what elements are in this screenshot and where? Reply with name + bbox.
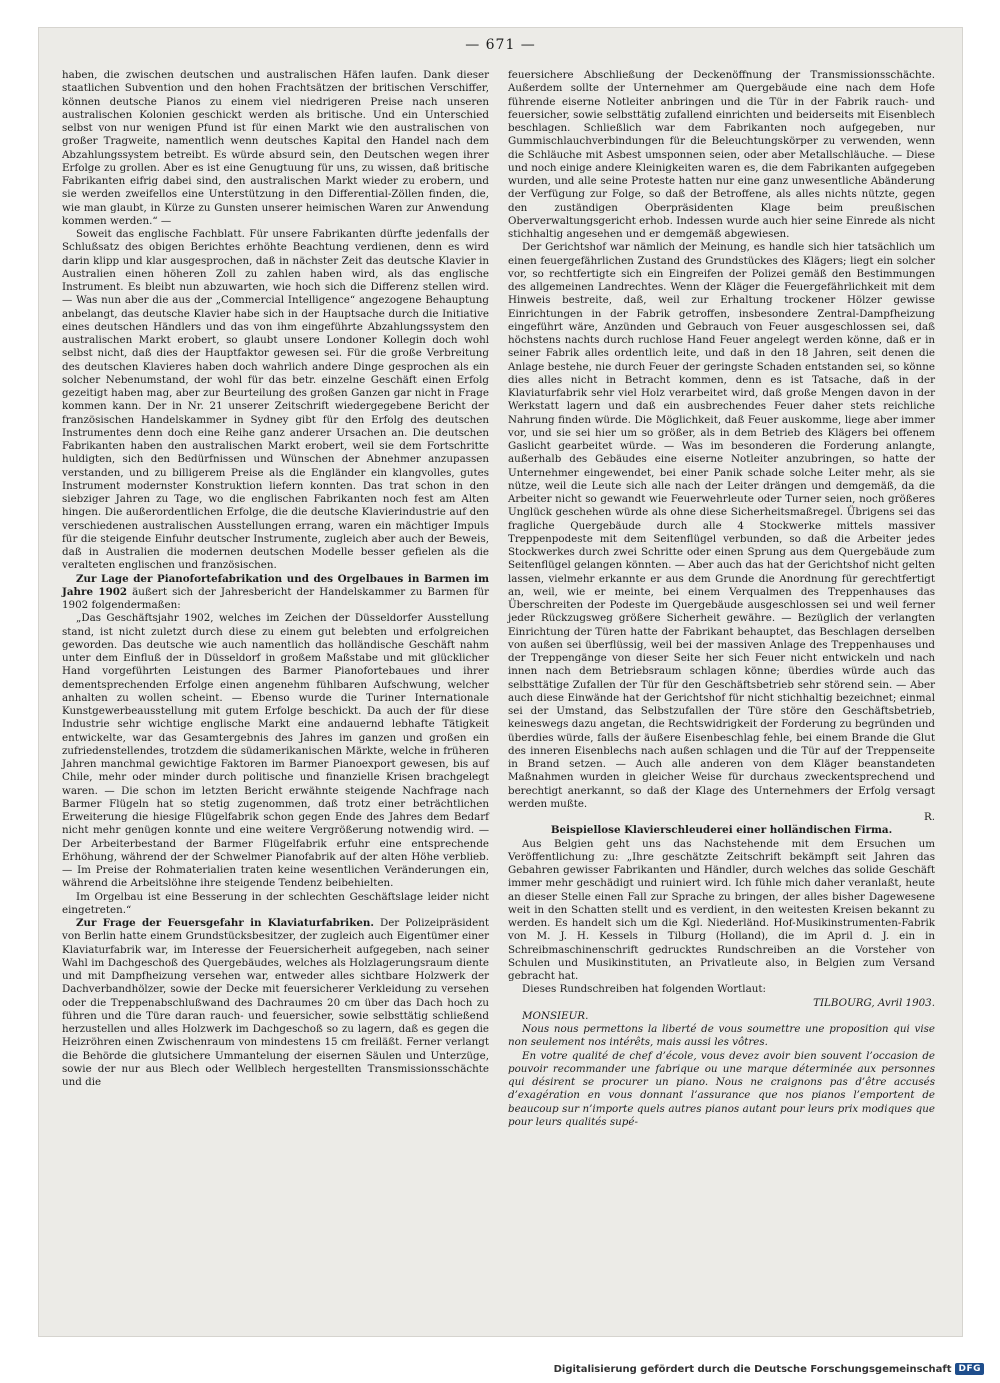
paragraph: Im Orgelbau ist eine Besserung in der schlechten Geschäftslage leider nicht eingetreten.“ [62, 890, 489, 916]
funding-footer [554, 1363, 984, 1375]
heading-text: Zur Lage der Pianofortefabrikation und des Orgelbaues in Barmen im Jahre 1902 [62, 572, 489, 598]
paragraph: Dieses Rundschreiben hat folgenden Wortlaut: [522, 983, 766, 996]
article-heading-klavierschleuderei: Beispiellose Klavierschleuderei einer holländischen Firma. [550, 824, 893, 837]
right-column [508, 69, 935, 1129]
left-column [62, 69, 489, 1089]
newspaper-page [38, 27, 963, 1337]
article-heading-barmen [62, 573, 489, 613]
heading-text: Zur Frage der Feuersgefahr in Klaviaturfabriken. [76, 917, 374, 929]
article-heading-feuersgefahr [62, 917, 489, 1089]
author-signature: R. [923, 811, 935, 823]
letter-date: TILBOURG, Avril 1903. [813, 996, 935, 1009]
paragraph: Aus Belgien geht uns das Nachstehende mit dem Ersuchen um Veröffentlichung zu: „Ihre geschätzte Zeitschrift bekämpft seit Jahren das Gebahren gewisser Fabrikanten und Händler, durch welches das solide Geschäft immer mehr geschädigt und ruiniert wird. Ich fühle mich daher veranlaßt, heute an dieser Stelle einen Fall zur Sprache zu bringen, der alles bisher Dagewesene weit in den Schatten stellt und es verdient, in den weitesten Kreisen bekannt zu werden. Es handelt sich um die Kgl. Niederländ. Hof-Musikinstrumenten-Fabrik von M. J. H. Kessels in Tilburg (Holland), die im April d. J. ein in Schreibmaschinenschrift gedrucktes Rundschreiben an die Vorsteher von Schulen und Musikinstituten, an Privatleute also, in Belgien zum Versand gebracht hat. [508, 837, 935, 982]
paragraph: haben, die zwischen deutschen und australischen Häfen laufen. Dank dieser staatlichen Subvention und den hohen Frachtsätzen der britischen Verschiffer, können deutsche Pianos zu einem viel niedrigeren Preise nach unseren australischen Kolonien geschickt werden als britische. Und ein Unterschied selbst von nur wenigen Pfund ist für einen Markt wie den australischen von großer Tragweite, namentlich wenn deutsches Kapital den Handel nach dem Abzahlungssystem betreibt. Es würde absurd sein, den Deutschen wegen ihrer Erfolge zu grollen. Aber es ist eine Genugtuung für uns, zu wissen, daß britische Fabrikanten eifrig dabei sind, den australischen Markt wieder zu erobern, und sie werden zweifellos eine Unterstützung in den Differential-Zöllen finden, die, wie man glaubt, in Kürze zu Gunsten unserer heimischen Waren zur Anwendung kommen werden.“ — [62, 69, 489, 227]
paragraph: feuersichere Abschließung der Deckenöffnung der Transmissionsschächte. Außerdem sollte der Unternehmer am Quergebäude eine nach dem Hofe führende eiserne Notleiter anbringen und die Tür in der Fabrik rauch- und feuersicher, sowie selbsttätig zufallend einrichten und beiderseits mit Eisenblech beschlagen. Schließlich war dem Fabrikanten noch aufgegeben, nur Gummischlauchverbindungen für die Beleuchtungskörper zu verwenden, wenn die Schläuche mit Asbest umsponnen seien, oder aber Metallschläuche. — Diese und noch einige andere Kleinigkeiten waren es, die dem Fabrikanten aufgegeben wurden, und alle seine Proteste hatten nur eine ganz unwesentliche Abänderung der Verfügung zur Folge, so daß der Betroffene, als alles nichts nützte, gegen den zuständigen Oberpräsidenten Klage beim preußischen Oberverwaltungsgericht erhob. Indessen wurde auch hier seine Einrede als nicht stichhaltig angesehen und er demgemäß abgewiesen. [508, 69, 935, 240]
heading-rest: äußert sich der Jahresbericht der Handelskammer zu Barmen für 1902 folgendermaßen: [62, 585, 490, 611]
heading-rest: Der Polizeipräsident von Berlin hatte einem Grundstücksbesitzer, der zugleich auch Eigentümer einer Klaviaturfabrik war, im Interesse der Feuersicherheit aufgegeben, nach seiner Wahl im Dachgeschoß des Quergebäudes, welches als Holzlagerungsraum diente und mit Dampfheizung versehen war, entweder alles sichtbare Holzwerk der Dachverbandhölzer, sowie der Decke mit feuersicherer Verkleidung zu versehen oder die Treppenabschlußwand des Dachraumes 20 cm über das Dach hoch zu führen und die Türe daran rauch- und feuersicher, sowie selbsttätig schließend herzustellen und alles Holzwerk im Dachgeschoß so zu lagern, daß es gegen die Heizröhren einen Zwischenraum von mindestens 15 cm freiläßt. Ferner verlangt die Behörde die glutsichere Ummantelung der eisernen Säulen und Unterzüge, sowie der nur aus Blech oder Wellblech hergestellten Transmissionsschächte und die [62, 917, 489, 1088]
paragraph: Der Gerichtshof war nämlich der Meinung, es handle sich hier tatsächlich um einen feuergefährlichen Zustand des Grundstückes des Klägers; liegt ein solcher vor, so rechtfertigte sich ein Eingreifen der Polizei gemäß den Bestimmungen des allgemeinen Landrechtes. Wenn der Kläger die Feuergefährlichkeit mit dem Hinweis bestreite, daß, weil zur Erhaltung trockener Hölzer gewisse Einrichtungen in der Fabrik getroffen, insbesondere Zentral-Dampfheizung eingeführt wäre, Anzünden und Gebrauch von Feuer ausgeschlossen sei, daß höchstens nachts durch ruchlose Hand Feuer angelegt werden könne, daß er in seiner Fabrik alles ordentlich leite, und daß in den 18 Jahren, seit denen die Anlage bestehe, nie durch Feuer der geringste Schaden entstanden sei, so könne dies alles nicht in Betracht kommen, denn es ist Tatsache, daß in der Klaviaturfabrik sehr viel Holz verarbeitet wird, daß große Mengen davon in der Werkstatt lagern und daß ein ausbrechendes Feuer daher stets reichliche Nahrung finden würde. Die Möglichkeit, daß Feuer auskomme, liege aber immer vor, und sie sei hier um so größer, als in dem Betrieb des Klägers bei offenem Gaslicht gearbeitet würde. — Was im besonderen die Forderung anlangte, außerhalb des Gebäudes eine eiserne Notleiter anzubringen, so hatte der Unternehmer eingewendet, bei einer Panik schade solche Leiter mehr, als sie nütze, weil die Leute sich alle nach der Leiter drängen und demgemäß, da die Arbeiter nicht so gewandt wie Feuerwehrleute oder Turner seien, noch größeres Unglück geschehen würde als ohne diese Sicherheitsmaßregel. Übrigens sei das fragliche Quergebäude durch alle 4 Stockwerke mittels massiver Treppenpodeste mit dem Seitenflügel verbunden, so daß die Arbeiter jedes Stockwerkes durch zwei Schritte oder einen Sprung aus dem Quergebäude zum Seitenflügel gelangen könnten. — Aber auch das hat der Gerichtshof nicht gelten lassen, vielmehr erkannte er aus dem Grunde die Anordnung für gerechtfertigt an, weil, wie er meinte, bei einem Verqualmen des Treppenhauses das Überschreiten der Podeste im Quergebäude ausgeschlossen sei und weil ferner jeder Rückzugsweg größere Sicherheit gewähre. — Bezüglich der verlangten Einrichtung der Türen hatte der Fabrikant behauptet, das Beschlagen derselben von außen sei überflüssig, weil bei der massiven Anlage des Treppenhauses und der Treppengänge von dieser Seite her sich Feuer nicht entwickeln und nach innen nach dem Betriebsraum schlagen könne; überdies würde auch das selbsttätige Zufallen der Tür für den Geschäftsbetrieb sehr störend sein. — Aber auch diese Einwände hat der Gerichtshof für nicht stichhaltig bezeichnet; einmal sei der Umstand, das Selbstzufallen der Türe störe den Geschäftsbetrieb, keineswegs dazu angetan, die Rechtswidrigkeit der Forderung zu begründen und überdies würde, falls der äußere Eisenbeschlag fehle, bei einem Brande die Glut des inneren Eisenblechs nach außen schlagen und die Tür auf der Treppenseite in Brand setzen. — Auch alle anderen von dem Kläger beanstandeten Maßnahmen wurden in gleicher Weise für durchaus zweckentsprechend und berechtigt anerkannt, so daß der Klage des Unternehmers der Erfolg versagt werden mußte. [508, 241, 935, 810]
letter-paragraph: En votre qualité de chef d’école, vous devez avoir bien souvent l’occasion de pouvoir recommander une fabrique ou une marque déterminée aux personnes qui désirent se procurer un piano. Nous ne craignons pas d’être accusés d’exagération en vous donnant l’assurance que nos pianos l’emportent de beaucoup sur n’importe quels autres pianos autant pour leurs prix modiques que pour leurs qualités supé- [508, 1049, 935, 1128]
paragraph: Soweit das englische Fachblatt. Für unsere Fabrikanten dürfte jedenfalls der Schlußsatz des obigen Berichtes erhöhte Beachtung verdienen, denn es wird darin klipp und klar ausgesprochen, daß in nächster Zeit das deutsche Klavier in Australien einen höheren Zoll zu zahlen haben wird, als das englische Instrument. Es bleibt nun abzuwarten, wie hoch sich die Differenz stellen wird. — Was nun aber die aus der „Commercial Intelligence“ angezogene Behauptung anbelangt, das deutsche Klavier habe sich in der Hauptsache durch die Initiative eines deutschen Händlers und das von ihm eingeführte Abzahlungssystem den australischen Markt erobert, so glaubt unsere Londoner Kollegin doch wohl selbst nicht, daß dies der Hauptfaktor gewesen sei. Für die große Verbreitung des deutschen Klavieres haben doch wahrlich andere Dinge gesprochen als ein solcher Nebenumstand, der wohl für das betr. einzelne Geschäft einen Erfolg gezeitigt haben mag, aber zur Beurteilung des großen Ganzen gar nicht in Frage kommen kann. Der in Nr. 21 unserer Zeitschrift wiedergegebene Bericht der französischen Handelskammer in Sydney gibt für den Erfolg des deutschen Instrumentes denn doch eine Reihe ganz anderer Ursachen an. Die deutschen Fabrikanten haben den australischen Markt erobert, weil sie dem Fortschritte huldigten, sich den Bedürfnissen und Wünschen der Abnehmer anzupassen verstanden, und zu billigerem Preise als die Engländer ein klangvolles, gutes Instrument modernster Konstruktion liefern konnten. Das trat schon in den siebziger Jahren zu Tage, wo die englischen Fabrikanten noch fest am Alten hingen. Die außerordentlichen Erfolge, die die deutsche Klavierindustrie auf den verschiedenen australischen Ausstellungen errang, waren ein mächtiger Impuls für die steigende Einfuhr deutscher Instrumente, zugleich aber auch der Beweis, daß in Australien die modernen deutschen Modelle besser gefielen als die veralteten englischen und französischen. [62, 228, 489, 572]
page-number: — 671 — [465, 37, 536, 53]
footer-text: Digitalisierung gefördert durch die Deutsche Forschungsgemeinschaft [553, 1363, 952, 1375]
letter-paragraph: Nous nous permettons la liberté de vous soumettre une proposition qui vise non seulement nos intérêts, mais aussi les vôtres. [508, 1023, 935, 1049]
letter-salutation: MONSIEUR. [522, 1009, 589, 1022]
paragraph: „Das Geschäftsjahr 1902, welches im Zeichen der Düsseldorfer Ausstellung stand, ist nicht zuletzt durch diese zu einem gut belebten und erfolgreichen geworden. Das deutsche wie auch namentlich das holländische Geschäft nahm unter dem Einfluß der in Düsseldorf in großem Maßstabe und mit glücklicher Hand vorgeführten Leistungen des Barmer Pianofortebaues und ihrer dementsprechenden Erfolge einen angenehm fühlbaren Aufschwung, welcher anhalten zu wollen scheint. — Ebenso wurde die Turiner Internationale Kunstgewerbeausstellung mit gutem Erfolge beschickt. Da auch der für diese Industrie sehr wichtige englische Markt eine andauernd lebhafte Tätigkeit entwickelte, war das Gesamtergebnis des Jahres im ganzen und großen ein zufriedenstellendes, trotzdem die südamerikanischen Märkte, welche in früheren Jahren manchmal gewichtige Faktoren im Barmer Pianoexport gewesen, bis auf Chile, mehr oder minder durch politische und finanzielle Krisen brachgelegt waren. — Die schon im letzten Bericht erwähnte steigende Nachfrage nach Barmer Flügeln hat so stetig zugenommen, daß trotz einer beträchtlichen Erweiterung die hiesige Flügelfabrik schon gegen Ende des Jahres dem Bedarf nicht mehr genügen konnte und eine weitere Vergrößerung notwendig wird. — Der Arbeiterbestand der Barmer Flügelfabrik erfuhr eine entsprechende Erhöhung, während der der Schwelmer Pianofabrik auf der alten Höhe verblieb. — Im Preise der Rohmaterialien traten keine wesentlichen Veränderungen ein, während die Arbeitslöhne ihre steigende Tendenz beibehielten. [62, 612, 489, 890]
dfg-logo: DFG [955, 1363, 984, 1375]
